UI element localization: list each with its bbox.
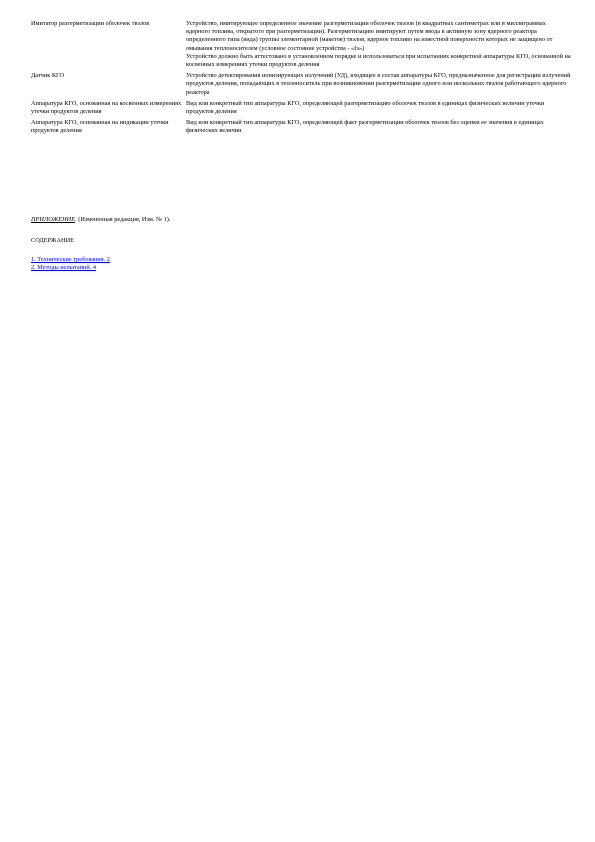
definition-cell	[186, 119, 571, 138]
list-item	[31, 256, 110, 264]
definition-cell	[186, 20, 571, 72]
term-cell: Аппаратура КГО, основанная на индикации утечки продуктов деления	[31, 119, 169, 135]
term-cell: Аппаратура КГО, основанная на косвенных измерениях утечки продуктов деления	[31, 99, 182, 116]
appendix-note	[31, 216, 571, 224]
appendix-label: ПРИЛОЖЕНИЕ	[31, 216, 76, 223]
definition-cell	[186, 72, 571, 100]
definition-paragraph: Вид или конкретный тип аппаратуры КГО, определяющей факт разгерметизации оболочек твэлов без оценки ее значения в единицах физических величин	[186, 119, 544, 135]
terms-table	[31, 20, 571, 139]
toc-link-test-methods[interactable]: 2. Методы испытаний. 4	[31, 264, 97, 272]
toc-link-technical-requirements[interactable]: 1. Технические требования. 2	[31, 256, 110, 263]
definition-cell	[186, 100, 571, 119]
table-row	[31, 72, 571, 100]
term-cell: Имитатор разгерметизации оболочек твэлов	[31, 20, 150, 27]
definition-paragraph: Устройство детектирования ионизирующих излучений (УД), входящее в состав аппаратуры КГО, предназначенное для регистрации излучений продуктов деления, попадающих в теплоноситель при возникновении разгерметизации одного или нескольких твэлов работающего ядерного реактора	[186, 72, 571, 96]
term-cell: Датчик КГО	[31, 72, 65, 80]
table-row	[31, 119, 571, 138]
appendix-note-text: . (Измененная редакция, Изм. № 1).	[75, 216, 171, 223]
definition-paragraph: Устройство, имитирующее определенное значение разгерметизации оболочек твэлов (в квадратных сантиметрах или в миллиграммах ядерного топлива, открытого при разгерметизации). Разгерметизацию имитируют путем ввода в активную зону ядерного реактора определенного типа (вида) группы элементарной (макетов) твэлов, ядерное топливо на известной поверхности которых не защищено от омывания теплоносителем (условное состояние устройства - «Iэ»)	[186, 20, 553, 52]
definition-paragraph: Устройство должно быть аттестовано в установленном порядке и использоваться при испытаниях конкретной аппаратуры КГО, основанной на косвенных измерениях утечки продуктов деления	[186, 52, 571, 69]
definition-paragraph: Вид или конкретный тип аппаратуры КГО, определяющей разгерметизацию оболочек твэлов в единицах физических величин утечки продуктов деления	[186, 99, 545, 116]
table-row	[31, 100, 571, 119]
toc-title: СОДЕРЖАНИЕ	[31, 237, 74, 244]
toc-list	[31, 256, 110, 272]
table-row	[31, 20, 571, 72]
list-item	[31, 264, 110, 272]
